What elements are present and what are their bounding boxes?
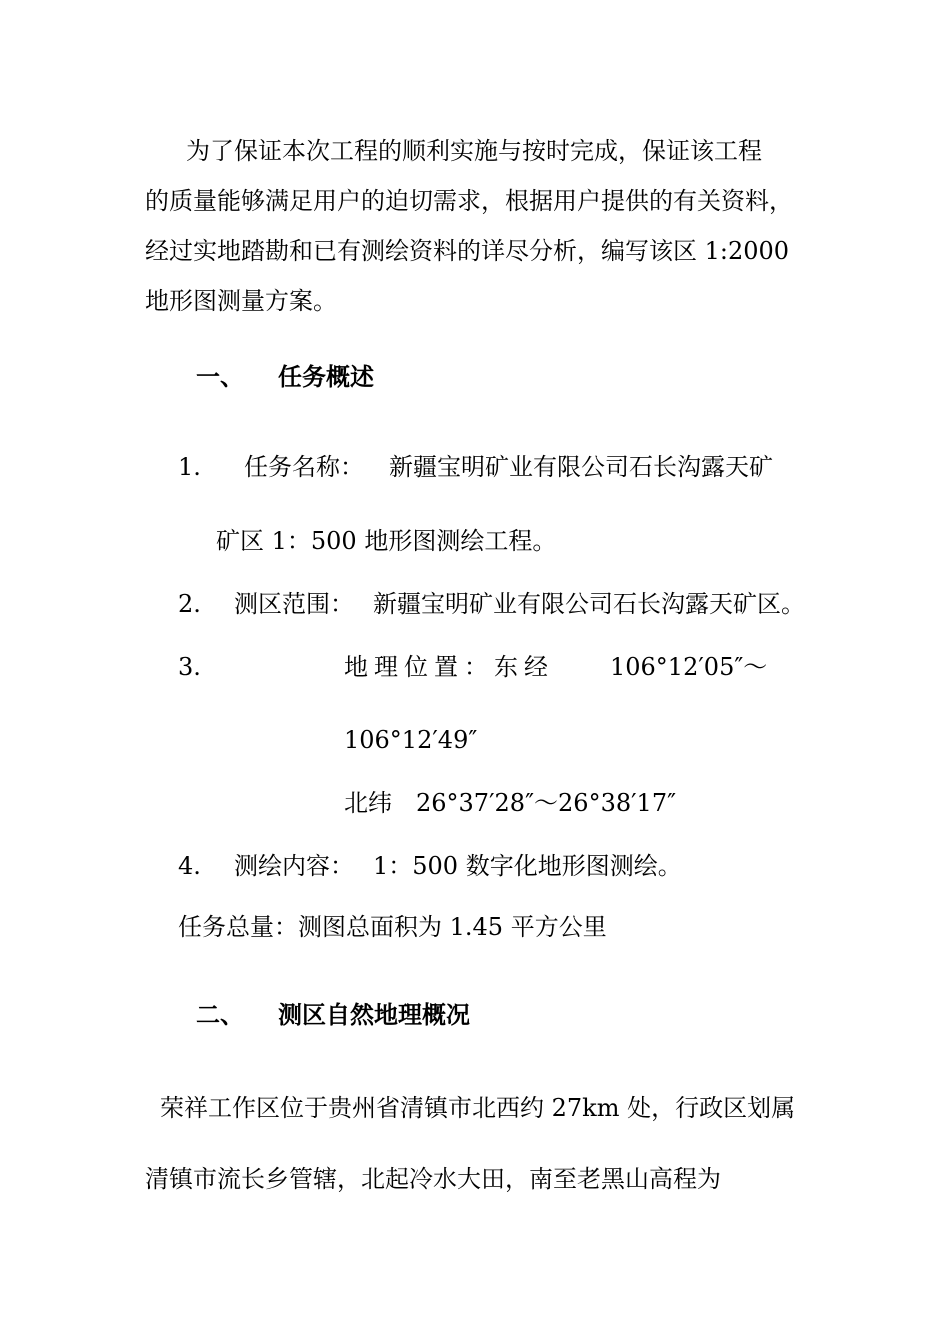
item3-number: 3. <box>178 653 201 681</box>
item2-label: 测区范围： <box>234 590 354 618</box>
intro-line-3: 经过实地踏勘和已有测绘资料的详尽分析，编写该区 1:2000 <box>145 237 790 265</box>
item3-longitude-start: 106°12′05″～ <box>610 653 768 681</box>
intro-line-4: 地形图测量方案。 <box>145 287 337 315</box>
item1-label: 任务名称： <box>244 453 364 481</box>
item3-label: 地理位置：东经 <box>344 653 554 681</box>
intro-line-2: 的质量能够满足用户的迫切需求，根据用户提供的有关资料， <box>145 187 793 215</box>
section2-line-2: 清镇市流长乡管辖，北起冷水大田，南至老黑山高程为 <box>145 1165 721 1193</box>
intro-line-1: 为了保证本次工程的顺利实施与按时完成，保证该工程 <box>186 137 762 165</box>
item3-longitude-end: 106°12′49″ <box>344 726 478 754</box>
item1-value: 新疆宝明矿业有限公司石长沟露天矿 <box>389 453 773 481</box>
item3-latitude: 北纬 26°37′28″～26°38′17″ <box>344 789 677 817</box>
item4-label: 测绘内容： <box>234 852 354 880</box>
item1-number: 1. <box>178 453 201 481</box>
section1-title: 任务概述 <box>278 363 374 391</box>
section2-number: 二、 <box>196 1001 244 1029</box>
item2-value: 新疆宝明矿业有限公司石长沟露天矿区。 <box>373 590 805 618</box>
section2-line-1: 荣祥工作区位于贵州省清镇市北西约 27km 处，行政区划属 <box>160 1094 796 1122</box>
item2-number: 2. <box>178 590 201 618</box>
item1-continuation: 矿区 1：500 地形图测绘工程。 <box>216 527 557 555</box>
task-total: 任务总量：测图总面积为 1.45 平方公里 <box>178 913 607 941</box>
item4-value: 1：500 数字化地形图测绘。 <box>373 852 682 880</box>
section1-number: 一、 <box>196 363 244 391</box>
section2-title: 测区自然地理概况 <box>278 1001 470 1029</box>
item4-number: 4. <box>178 852 201 880</box>
